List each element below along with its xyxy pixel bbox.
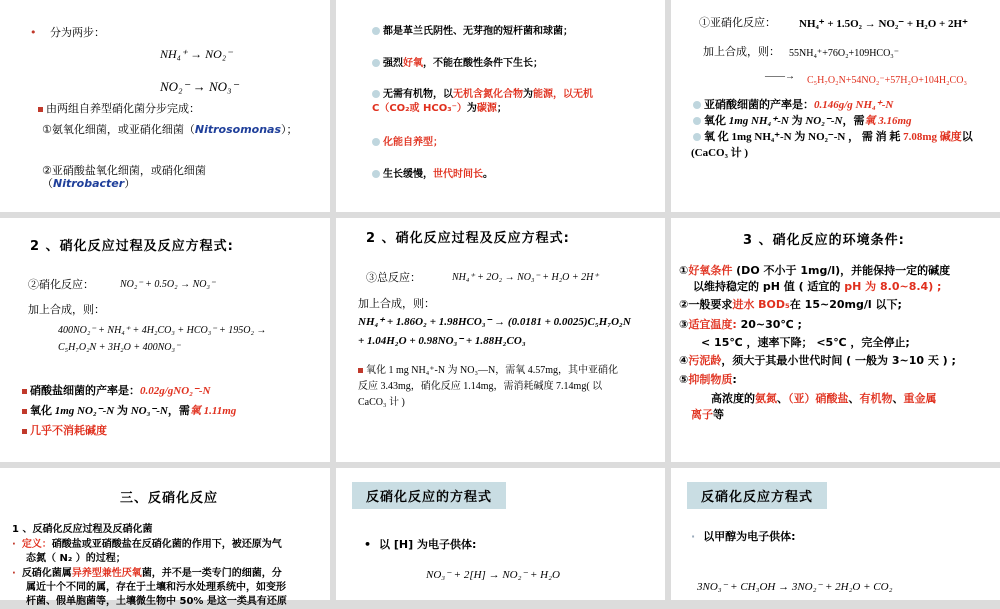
reaction-equation: NH₄⁺ + 1.5O₂ → NO₂⁻ + H₂O + 2H⁺ xyxy=(799,18,968,30)
bullet-dot-icon xyxy=(693,133,701,141)
reaction-equation: NO₂⁻ + 0.5O₂ → NO₃⁻ xyxy=(120,279,216,290)
reaction-label: ③总反应： xyxy=(366,272,421,284)
electron-donor-line: · 以甲醇为电子供体: xyxy=(691,530,796,543)
equation-ammonia-to-nitrite: NH₄⁺ → NO₂⁻ xyxy=(160,47,233,61)
square-bullet-icon xyxy=(22,409,27,414)
slide-denitrification-equation-h[interactable] xyxy=(336,468,665,600)
square-bullet-icon xyxy=(22,429,27,434)
synthesis-equation-right: C₅H₇O₂N+54NO₂⁻+57H₂O+104H₂CO₃ xyxy=(807,75,967,86)
bullet-dot-icon xyxy=(372,138,380,146)
nitrite-oxidizer-line: ②亚硝酸盐氧化细菌，或硝化细菌 xyxy=(42,164,206,177)
oxygen-demand-line: 氧化 1mg NO₂⁻-N 为 NO₃⁻-N，需氧 1.11mg xyxy=(22,404,236,418)
definition-line-1: · 定义：硝酸盐或亚硝酸盐在反硝化菌的作用下，被还原为气 xyxy=(12,539,282,550)
bacteria-line-3: 杆菌、假单胞菌等，土壤微生物中 50% 是这一类具有还原 xyxy=(26,596,287,607)
synthesis-label: 加上合成，则： xyxy=(703,46,780,58)
synthesis-equation-left: 55NH₄⁺+76O₂+109HCO₃⁻ xyxy=(789,48,900,59)
synthesis-label: 加上合成，则： xyxy=(358,298,435,310)
note-line-2: 反应 3.43mg，硝化反应 1.14mg，需消耗碱度 7.14mg( 以 xyxy=(358,381,603,392)
definition-line-2: 态氮（ N₂ ）的过程； xyxy=(26,553,126,564)
bullet-dot-icon xyxy=(372,27,380,35)
condition-temperature-limits: < 15℃ ，速率下降； <5℃ ，完全停止; xyxy=(701,336,910,349)
list-item: 生长缓慢，世代时间长。 xyxy=(372,168,493,182)
alkalinity-line: 氧 化 1mg NH₄⁺-N 为 NO₂⁻-N ， 需 消 耗 7.08mg 碱度以 xyxy=(693,130,973,144)
slide-nitrification-two-steps[interactable] xyxy=(0,0,330,212)
nitrobacter-line: （Nitrobacter） xyxy=(42,177,136,190)
slide-overall-reaction[interactable] xyxy=(336,218,665,462)
bullet-dot-icon xyxy=(372,90,380,98)
synthesis-label: 加上合成，则： xyxy=(28,304,105,316)
slide-nitritation-reaction[interactable] xyxy=(671,0,1000,212)
list-item: 强烈好氧，不能在酸性条件下生长； xyxy=(372,57,543,71)
list-item: 化能自养型； xyxy=(372,136,443,150)
slide-header: 反硝化反应方程式 xyxy=(687,482,827,509)
denitrification-equation: NO₃⁻ + 2[H] → NO₂⁻ + H₂O xyxy=(426,569,560,581)
two-groups-line: 由两组自养型硝化菌分步完成： xyxy=(38,102,200,116)
condition-ph: 以维持稳定的 pH 值 ( 适宜的 pH 为 8.0~8.4) ; xyxy=(693,280,942,293)
yield-line: 硝酸盐细菌的产率是：0.02g/gNO₂⁻-N xyxy=(22,384,210,398)
slide-title: 2 、硝化反应过程及反应方程式: xyxy=(366,231,570,246)
arrow-icon: ——→ xyxy=(765,71,795,82)
inhibitor-list: 高浓度的氨氮、（亚）硝酸盐、有机物、重金属 xyxy=(711,392,937,405)
bacteria-line-1: · 反硝化菌属异养型兼性厌氧菌，并不是一类专门的细菌，分 xyxy=(12,568,282,579)
section-heading: 1 、反硝化反应过程及反硝化菌 xyxy=(12,524,153,535)
synthesis-equation-2: C₅H₇O₂N + 3H₂O + 400NO₃⁻ xyxy=(58,342,181,353)
square-bullet-icon xyxy=(358,368,363,373)
list-item: 都是革兰氏阴性、无芽孢的短杆菌和球菌； xyxy=(372,25,573,39)
square-bullet-icon xyxy=(22,389,27,394)
bullet-dot-icon xyxy=(372,59,380,67)
list-item: 无需有机物，以无机含氮化合物为能源，以无机 C（CO₂或 HCO₃⁻）为碳源； xyxy=(372,89,593,114)
synthesis-equation-1: NH₄⁺ + 1.86O₂ + 1.98HCO₃⁻ → (0.0181 + 0.0025)C₅H₇O₂N xyxy=(358,316,631,328)
note-line-1: 氧化 1 mg NH₄⁺-N 为 NO₃—N，需氧 4.57mg，其中亚硝化 xyxy=(358,364,618,378)
bullet-dot-icon xyxy=(372,170,380,178)
slide-title: 2 、硝化反应过程及反应方程式: xyxy=(30,239,234,254)
bacteria-line-2: 属近十个不同的属，存在于土壤和污水处理系统中，如变形 xyxy=(26,582,286,593)
condition-inhibitors: ⑤抑制物质: xyxy=(679,373,737,386)
intro-text: 分为两步： xyxy=(50,26,105,39)
reaction-label: ②硝化反应： xyxy=(28,279,94,291)
alkalinity-unit: (CaCO₃ 计 ) xyxy=(691,147,749,159)
slide-environment-conditions[interactable] xyxy=(671,218,1000,462)
condition-temperature: ③适宜温度: 20~30℃ ; xyxy=(679,318,802,331)
square-bullet-icon xyxy=(38,107,43,112)
ammonia-oxidizer-line: ①氨氧化细菌，或亚硝化细菌（Nitrosomonas）； xyxy=(42,123,298,136)
slide-denitrification-intro[interactable] xyxy=(0,468,330,607)
inhibitor-list-end: 离子等 xyxy=(691,408,724,421)
slide-title: 3 、硝化反应的环境条件: xyxy=(743,233,905,248)
condition-oxygen: ①好氧条件 (DO 不小于 1mg/l)，并能保持一定的碱度 xyxy=(679,264,951,277)
equation-nitrite-to-nitrate: NO₂⁻ → NO₃⁻ xyxy=(160,79,239,94)
slide-title: 三、反硝化反应 xyxy=(120,491,219,506)
slide-nitrifier-characteristics[interactable] xyxy=(336,0,665,212)
oxygen-demand-line: 氧化 1mg NH₄⁺-N 为 NO₂⁻-N，需氧 3.16mg xyxy=(693,114,912,128)
synthesis-equation-2: + 1.04H₂O + 0.98NO₃⁻ + 1.88H₂CO₃ xyxy=(358,335,526,347)
note-line-3: CaCO₃ 计 ) xyxy=(358,397,405,408)
reaction-label: ①亚硝化反应： xyxy=(699,17,776,29)
bullet-dot-icon xyxy=(693,117,701,125)
slide-nitratation-reaction[interactable] xyxy=(0,218,330,462)
reaction-equation: NH₄⁺ + 2O₂ → NO₃⁻ + H₂O + 2H⁺ xyxy=(452,272,599,283)
condition-bod: ②一般要求进水 BOD₅在 15~20mg/l 以下; xyxy=(679,298,902,311)
alkalinity-line: 几乎不消耗碱度 xyxy=(22,424,107,438)
denitrification-equation: 3NO₃⁻ + CH₃OH → 3NO₂⁻ + 2H₂O + CO₂ xyxy=(697,581,893,593)
bullet: • xyxy=(30,26,37,39)
slide-denitrification-equation-methanol[interactable] xyxy=(671,468,1000,600)
synthesis-equation-1: 400NO₂⁻ + NH₄⁺ + 4H₂CO₃ + HCO₃⁻ + 195O₂ → xyxy=(58,325,267,336)
condition-sludge-age: ④污泥龄，须大于其最小世代时间 ( 一般为 3~10 天 ) ; xyxy=(679,354,956,367)
yield-line: 亚硝酸细菌的产率是：0.146g/g NH₄⁺-N xyxy=(693,98,893,112)
slide-header: 反硝化反应的方程式 xyxy=(352,482,506,509)
bullet-dot-icon xyxy=(693,101,701,109)
electron-donor-line: • 以 [H] 为电子供体: xyxy=(364,538,477,551)
